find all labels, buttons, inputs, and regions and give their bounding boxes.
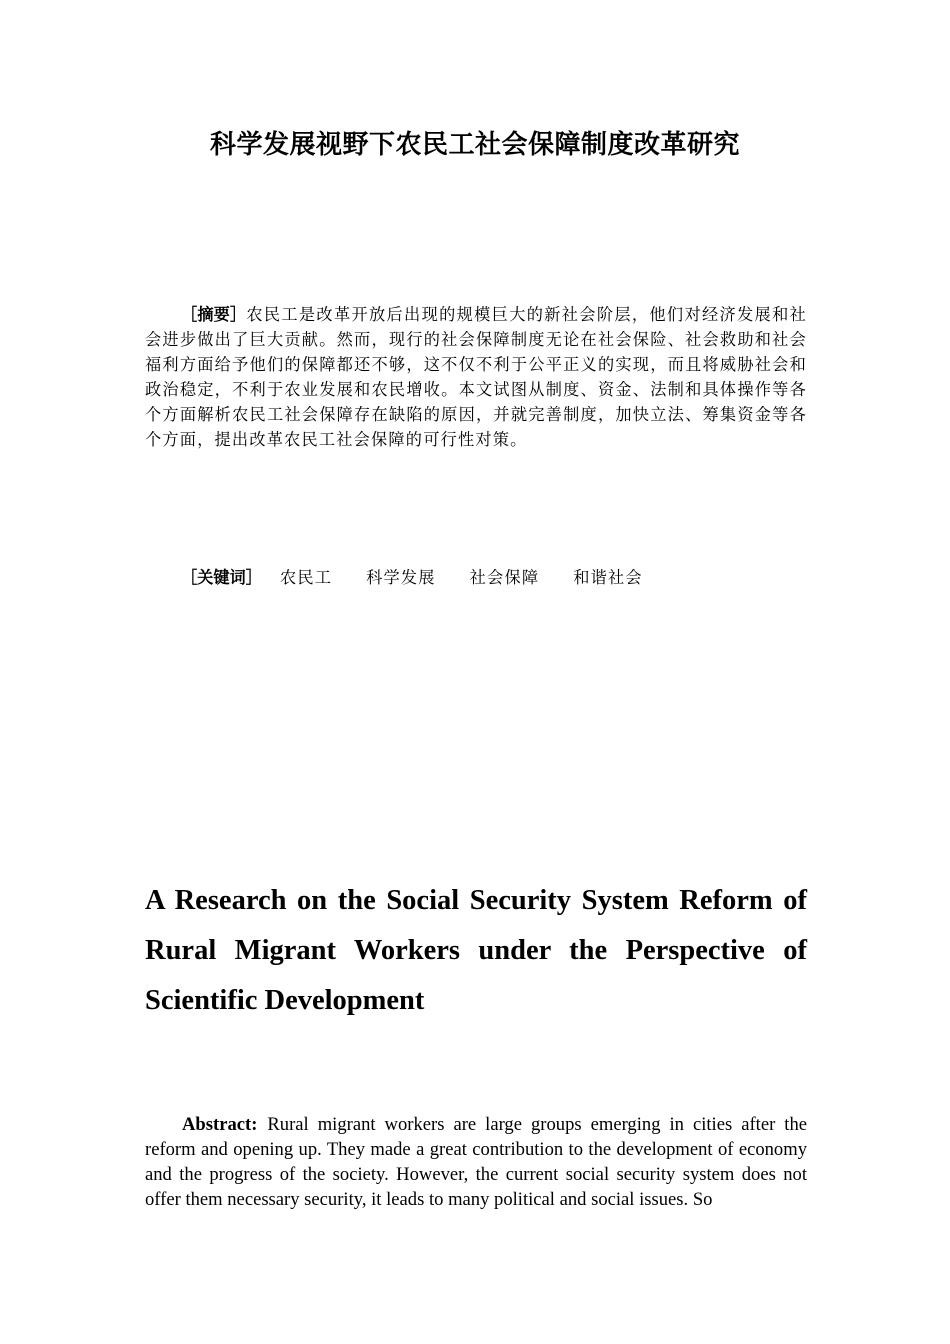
english-abstract-text: Rural migrant workers are large groups emerging in cities after the reform and opening up. They made a great contribution to the development of economy and the progress of the society. However, the current social security system does not offer them necessary security, it leads to many political and social issues. So xyxy=(145,1114,807,1210)
chinese-abstract-text: 农民工是改革开放后出现的规模巨大的新社会阶层，他们对经济发展和社会进步做出了巨大贡献。然而，现行的社会保障制度无论在社会保险、社会救助和社会福利方面给予他们的保障都还不够，这不仅不利于公平正义的实现，而且将威胁社会和政治稳定，不利于农业发展和农民增收。本文试图从制度、资金、法制和具体操作等各个方面解析农民工社会保障存在缺陷的原因，并就完善制度，加快立法、筹集资金等各个方面，提出改革农民工社会保障的可行性对策。 xyxy=(145,305,808,449)
chinese-abstract-label: ［摘要］ xyxy=(181,305,247,324)
chinese-keywords xyxy=(181,565,643,590)
english-abstract-label: Abstract: xyxy=(182,1114,258,1135)
keyword: 和谐社会 xyxy=(573,568,643,587)
chinese-keywords-label: ［关键词］ xyxy=(181,568,262,587)
keyword: 社会保障 xyxy=(469,568,540,587)
keyword: 农民工 xyxy=(279,568,333,587)
chinese-abstract xyxy=(145,302,807,452)
english-title: A Research on the Social Security System Reform of Rural Migrant Workers under the Perspective of Scientific Development xyxy=(145,885,807,1016)
chinese-title: 科学发展视野下农民工社会保障制度改革研究 xyxy=(209,130,740,160)
english-abstract xyxy=(145,1112,807,1212)
keyword: 科学发展 xyxy=(366,568,436,587)
